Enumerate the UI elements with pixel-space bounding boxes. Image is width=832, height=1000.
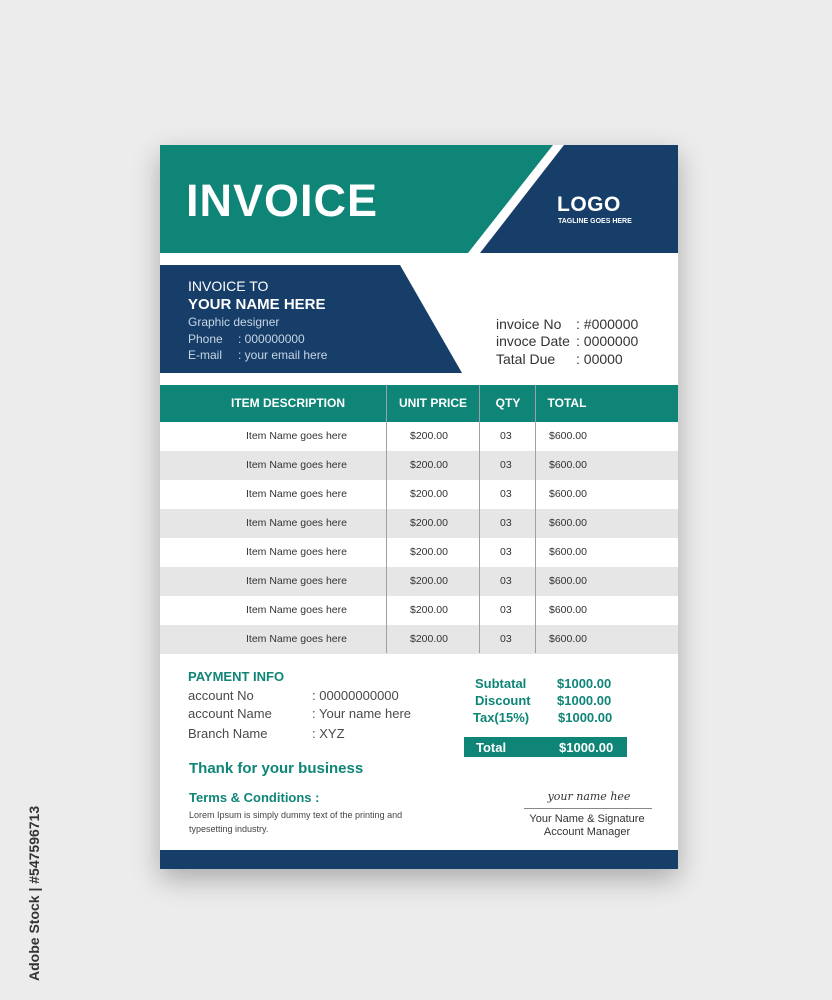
payment-info-title: PAYMENT INFO [188,669,285,684]
discount-value: $1000.00 [557,693,612,708]
line-total: $600.00 [549,459,587,471]
grand-total-label: Total [476,740,507,755]
invoice-to-label: INVOICE TO [188,278,269,294]
invoice-number [496,316,638,332]
quantity: 03 [500,430,512,442]
line-total: $600.00 [549,604,587,616]
item-description: Item Name goes here [246,488,347,500]
column-divider [535,385,536,653]
subtotal-value: $1000.00 [557,676,612,691]
col-qty: QTY [495,396,521,410]
terms-title: Terms & Conditions : [189,790,320,805]
unit-price: $200.00 [410,546,448,558]
table-row [160,451,678,480]
table-row [160,625,678,654]
item-description: Item Name goes here [246,517,347,529]
signature-name: Your Name & Signature [529,813,645,825]
table-row [160,567,678,596]
phone-value: : 000000000 [238,332,305,346]
discount-label: Discount [475,693,531,708]
invoice-date-value: : 0000000 [576,333,639,349]
invoice-number-label: invoice No [496,316,562,332]
unit-price: $200.00 [410,488,448,500]
total-due [496,351,623,367]
table-row [160,509,678,538]
line-total: $600.00 [549,575,587,587]
table-row [160,480,678,509]
invoice-date [496,333,638,349]
quantity: 03 [500,604,512,616]
item-description: Item Name goes here [246,430,347,442]
item-description: Item Name goes here [246,575,347,587]
tax-value: $1000.00 [558,710,613,725]
invoice-number-value: : #000000 [576,316,639,332]
line-total: $600.00 [549,633,587,645]
signature-line [524,808,652,809]
account-no-label: account No [188,688,254,703]
item-description: Item Name goes here [246,546,347,558]
grand-total-value: $1000.00 [559,740,614,755]
stock-id-label: Adobe Stock | #547596713 [26,805,42,981]
tax-label: Tax(15%) [473,710,530,725]
account-name-label: account Name [188,706,272,721]
footer-bar [160,850,678,869]
quantity: 03 [500,575,512,587]
terms-body: Lorem Ipsum is simply dummy text of the printing and typesetting industry. [189,810,403,834]
unit-price: $200.00 [410,459,448,471]
item-description: Item Name goes here [246,633,347,645]
account-name-value: : Your name here [312,706,412,721]
unit-price: $200.00 [410,604,448,616]
table-header [160,385,678,422]
invoice-page [160,145,678,869]
client-name: YOUR NAME HERE [188,296,326,313]
item-description: Item Name goes here [246,604,347,616]
line-total: $600.00 [549,430,587,442]
unit-price: $200.00 [410,517,448,529]
client-role: Graphic designer [188,315,280,329]
total-due-label: Tatal Due [496,351,556,367]
logo: LOGO [557,193,621,216]
logo-tagline: TAGLINE GOES HERE [558,218,632,225]
branch-name-label: Branch Name [188,726,268,741]
phone-label: Phone [188,332,223,346]
email-label: E-mail [188,348,223,362]
line-total: $600.00 [549,488,587,500]
col-total: TOTAL [547,396,587,410]
item-description: Item Name goes here [246,459,347,471]
invoice-date-label: invoce Date [496,333,570,349]
email-value: : your email here [238,348,328,362]
unit-price: $200.00 [410,633,448,645]
table-row [160,422,678,451]
col-item-description: ITEM DESCRIPTION [230,396,345,410]
signature-script: your name hee [547,790,631,803]
line-total: $600.00 [549,517,587,529]
line-total: $600.00 [549,546,587,558]
grand-total-bar [464,737,627,757]
unit-price: $200.00 [410,575,448,587]
subtotal-label: Subtatal [475,676,527,691]
signature-role: Account Manager [543,826,631,838]
invoice-title: INVOICE [186,175,379,226]
total-due-value: : 00000 [576,351,623,367]
table-row [160,538,678,567]
col-unit-price: UNIT PRICE [398,396,467,410]
quantity: 03 [500,459,512,471]
branch-name-value: : XYZ [312,726,345,741]
thanks-message: Thank for your business [189,760,364,777]
quantity: 03 [500,517,512,529]
table-row [160,596,678,625]
account-no-value: : 00000000000 [312,688,399,703]
column-divider [479,385,480,653]
quantity: 03 [500,546,512,558]
quantity: 03 [500,488,512,500]
unit-price: $200.00 [410,430,448,442]
quantity: 03 [500,633,512,645]
column-divider [386,385,387,653]
